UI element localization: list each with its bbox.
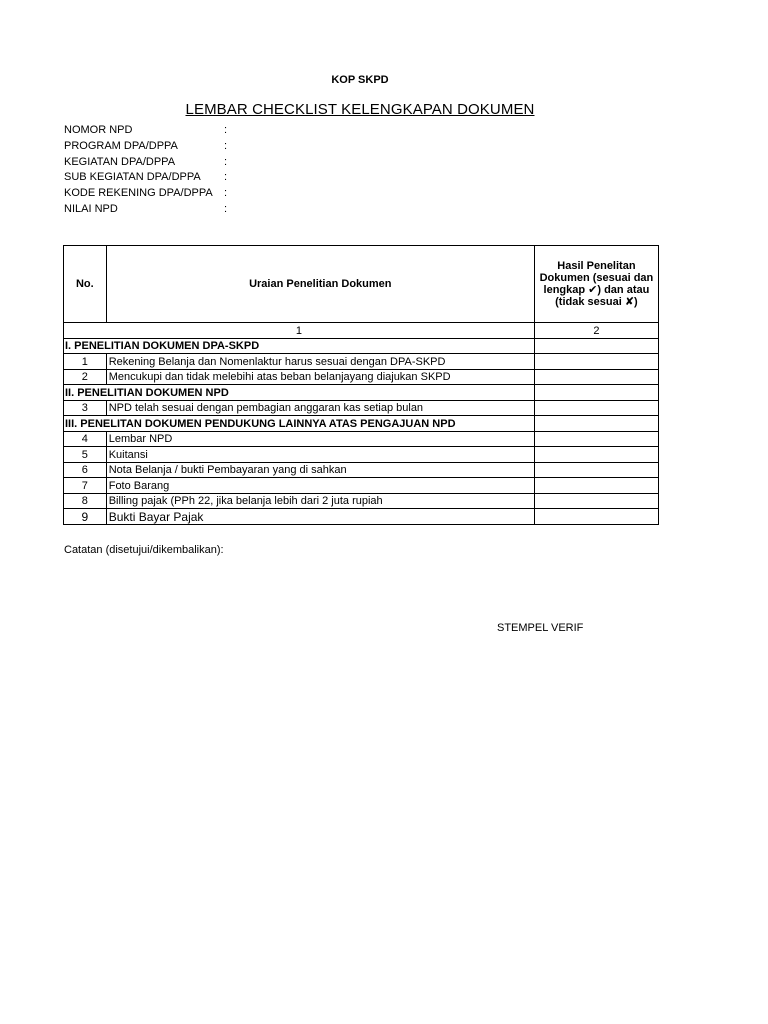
document-title: LEMBAR CHECKLIST KELENGKAPAN DOKUMEN <box>185 101 535 118</box>
meta-colon: : <box>224 124 228 136</box>
row-description: Mencukupi dan tidak melebihi atas beban belanjayang diajukan SKPD <box>106 369 534 385</box>
document-meta <box>64 123 228 218</box>
meta-row-kegiatan <box>64 155 228 171</box>
result-cell[interactable] <box>534 354 658 370</box>
row-description: Bukti Bayar Pajak <box>106 509 534 525</box>
row-description: NPD telah sesuai dengan pembagian anggaran kas setiap bulan <box>106 400 534 416</box>
result-cell[interactable] <box>534 338 658 354</box>
catatan-label: Catatan (disetujui/dikembalikan): <box>64 544 224 556</box>
result-cell[interactable] <box>534 400 658 416</box>
meta-row-sub-kegiatan <box>64 170 228 186</box>
meta-row-kode-rekening <box>64 186 228 202</box>
table-row <box>64 400 659 416</box>
result-cell[interactable] <box>534 447 658 463</box>
meta-label: KODE REKENING DPA/DPPA <box>64 187 213 200</box>
section-row <box>64 338 659 354</box>
meta-label: PROGRAM DPA/DPPA <box>64 139 178 152</box>
table-row <box>64 509 659 525</box>
meta-row-nilai-npd <box>64 202 228 218</box>
row-number: 6 <box>64 462 107 478</box>
meta-colon: : <box>224 187 228 200</box>
meta-colon: : <box>224 171 228 184</box>
section-label: I. PENELITIAN DOKUMEN DPA-SKPD <box>64 338 535 354</box>
meta-colon: : <box>224 202 228 215</box>
row-number: 3 <box>64 400 107 416</box>
row-description: Rekening Belanja dan Nomenlaktur harus sesuai dengan DPA-SKPD <box>106 354 534 370</box>
row-description: Nota Belanja / bukti Pembayaran yang di sahkan <box>106 462 534 478</box>
header-description: Uraian Penelitian Dokumen <box>106 246 534 323</box>
row-number: 5 <box>64 447 107 463</box>
result-cell[interactable] <box>534 509 658 525</box>
row-number: 2 <box>64 369 107 385</box>
section-row <box>64 385 659 401</box>
section-label: III. PENELITAN DOKUMEN PENDUKUNG LAINNYA ATAS PENGAJUAN NPD <box>64 416 535 432</box>
result-cell[interactable] <box>534 493 658 509</box>
row-description: Foto Barang <box>106 478 534 494</box>
meta-colon: : <box>224 155 228 168</box>
table-row <box>64 447 659 463</box>
meta-label: NILAI NPD <box>64 202 118 215</box>
row-number: 1 <box>64 354 107 370</box>
meta-label: NOMOR NPD <box>64 124 133 136</box>
table-header-row <box>64 246 659 323</box>
result-cell[interactable] <box>534 431 658 447</box>
row-description: Billing pajak (PPh 22, jika belanja lebih dari 2 juta rupiah <box>106 493 534 509</box>
result-cell[interactable] <box>534 416 658 432</box>
result-cell[interactable] <box>534 478 658 494</box>
row-number: 9 <box>64 509 107 525</box>
row-number: 8 <box>64 493 107 509</box>
table-row <box>64 493 659 509</box>
table-row <box>64 431 659 447</box>
stempel-label: STEMPEL VERIF <box>497 622 584 634</box>
section-label: II. PENELITIAN DOKUMEN NPD <box>64 385 535 401</box>
meta-row-nomor-npd <box>64 123 228 139</box>
row-number: 7 <box>64 478 107 494</box>
table-index-row <box>64 323 659 339</box>
index-col-2: 2 <box>534 323 658 339</box>
section-row <box>64 416 659 432</box>
meta-colon: : <box>224 139 228 152</box>
row-description: Lembar NPD <box>106 431 534 447</box>
row-number: 4 <box>64 431 107 447</box>
meta-label: SUB KEGIATAN DPA/DPPA <box>64 171 201 184</box>
header-result: Hasil Penelitan Dokumen (sesuai dan lengkap ✔) dan atau (tidak sesuai ✘) <box>534 246 658 323</box>
result-cell[interactable] <box>534 462 658 478</box>
table-row <box>64 478 659 494</box>
row-description: Kuitansi <box>106 447 534 463</box>
header-no: No. <box>64 246 107 323</box>
table-row <box>64 369 659 385</box>
meta-row-program <box>64 139 228 155</box>
checklist-table <box>63 245 659 525</box>
table-row <box>64 354 659 370</box>
result-cell[interactable] <box>534 369 658 385</box>
kop-skpd: KOP SKPD <box>331 74 389 86</box>
meta-label: KEGIATAN DPA/DPPA <box>64 155 176 168</box>
table-row <box>64 462 659 478</box>
result-cell[interactable] <box>534 385 658 401</box>
index-col-1: 1 <box>64 323 535 339</box>
